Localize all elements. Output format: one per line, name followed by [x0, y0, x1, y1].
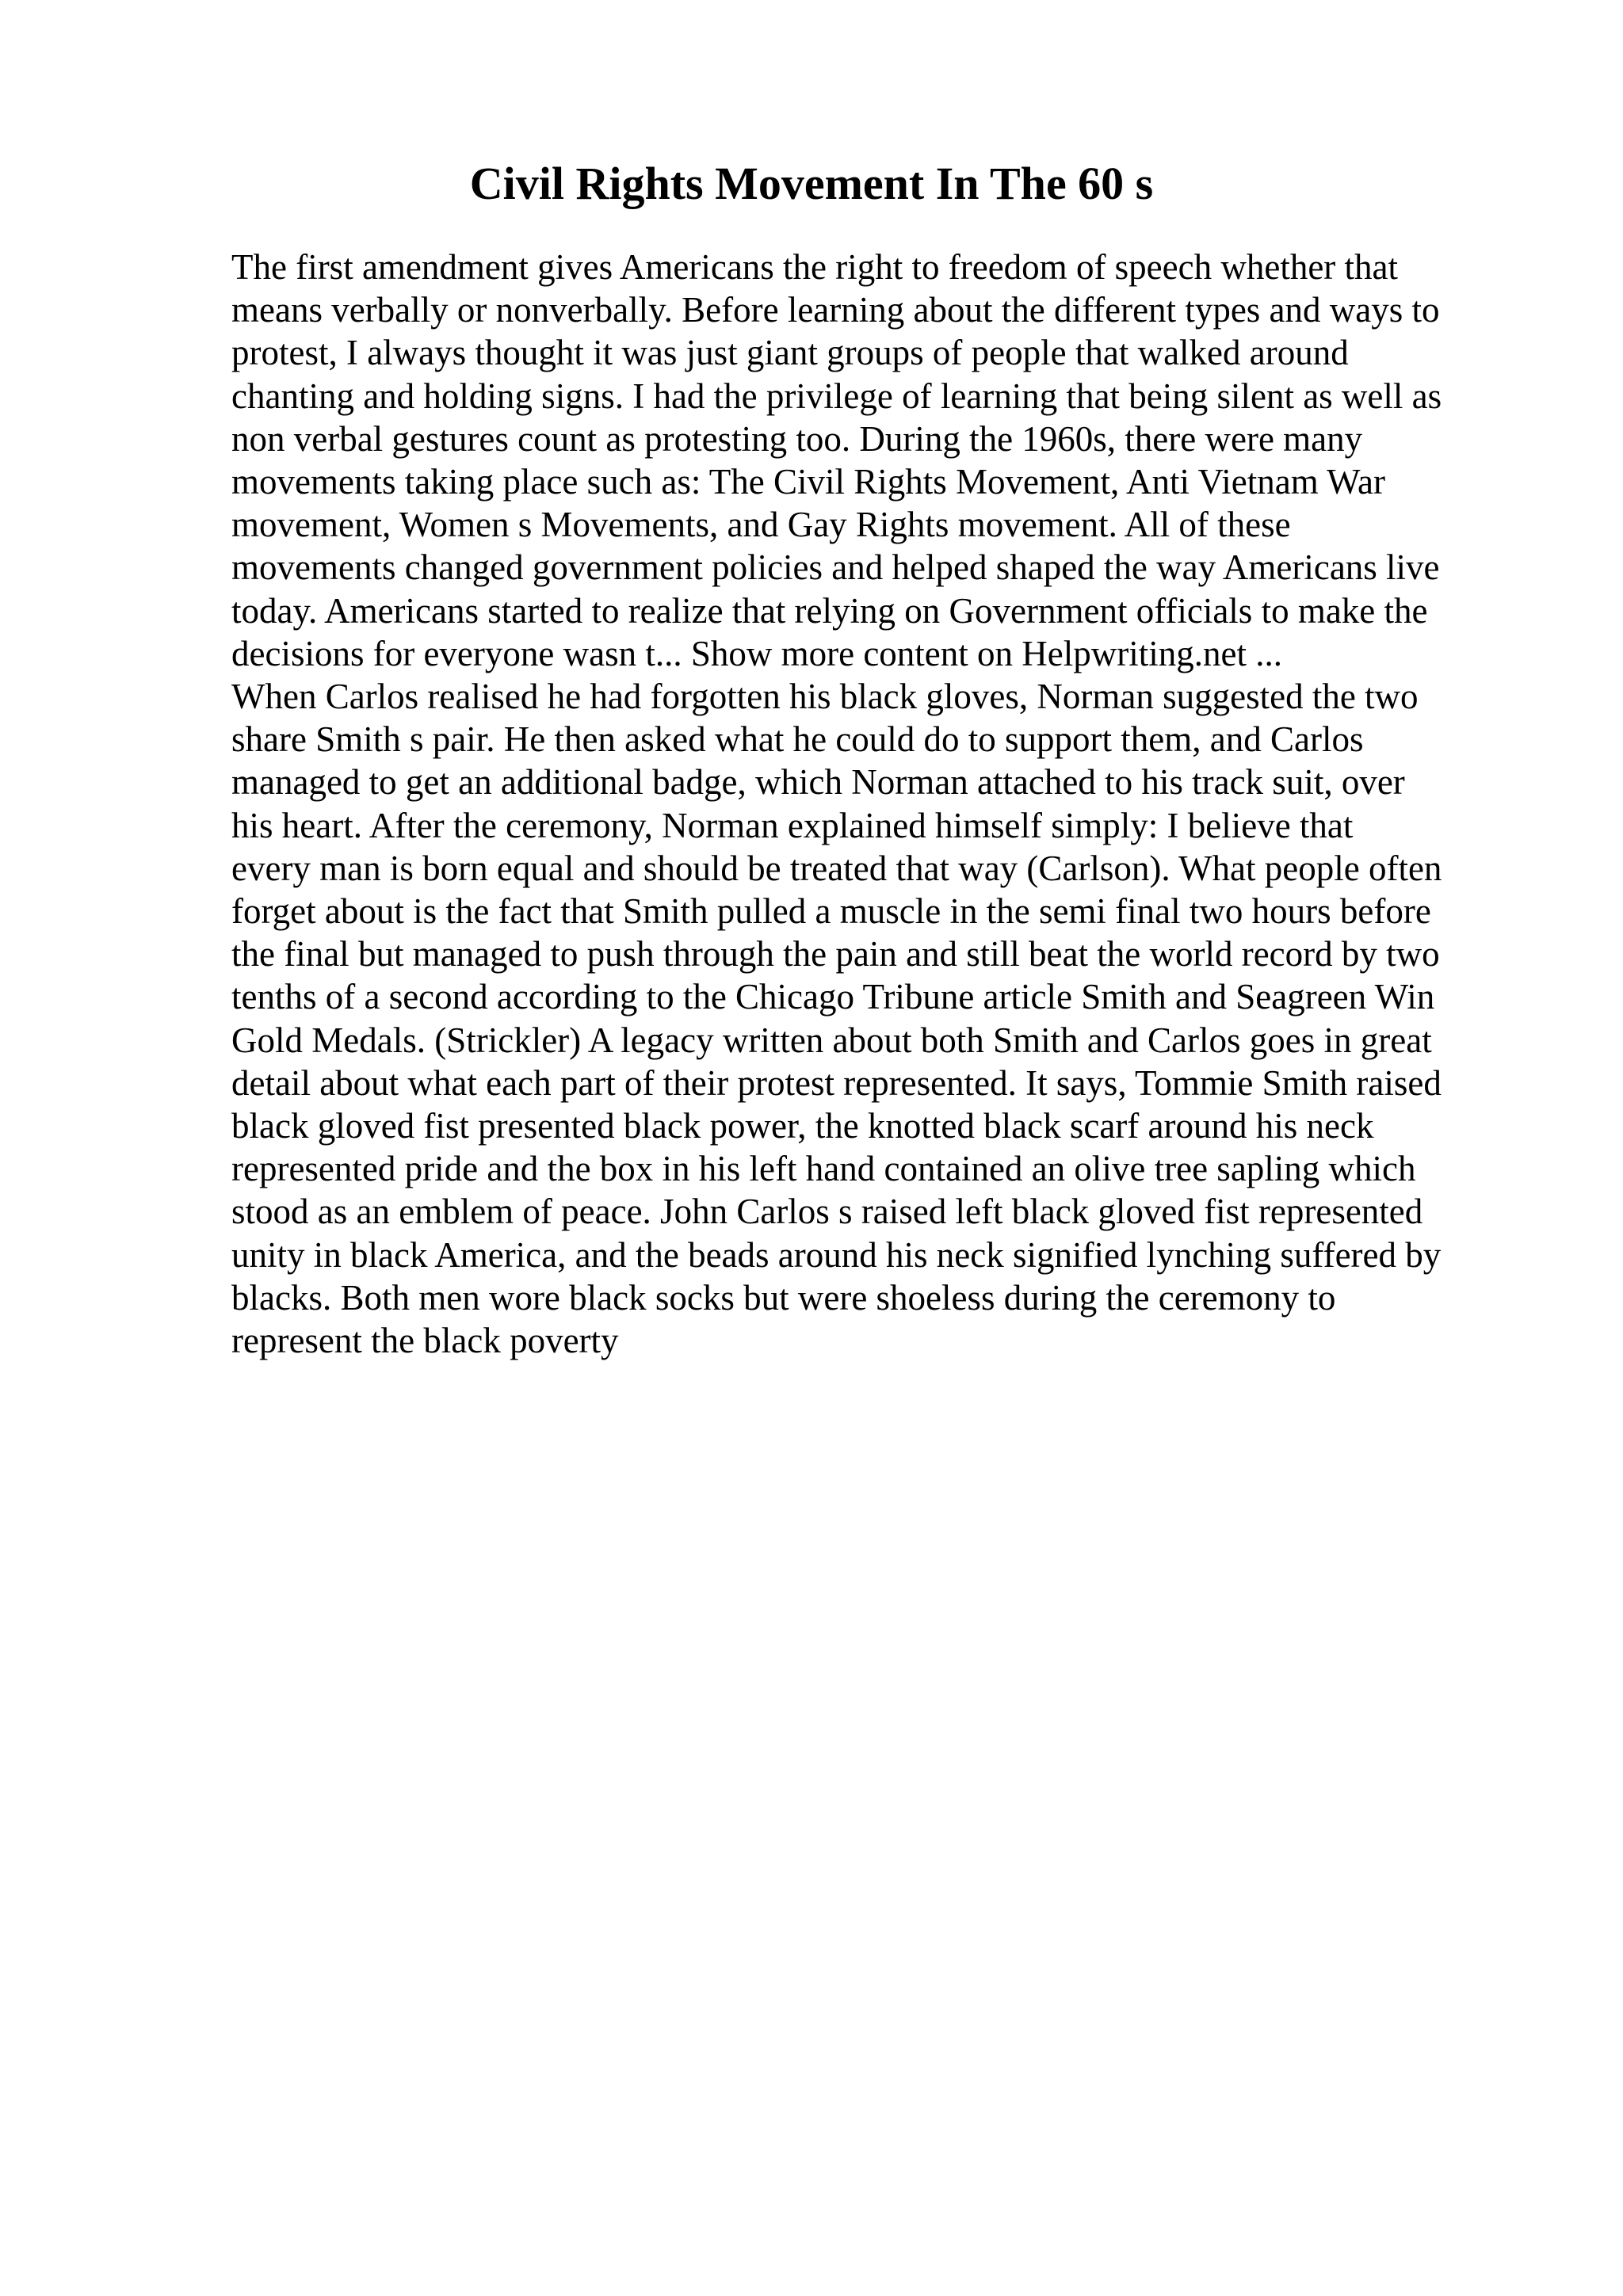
text-line: chanting and holding signs. I had the privilege of learning that being silent as well as	[231, 376, 1442, 416]
text-line: protest, I always thought it was just giant groups of people that walked around	[231, 333, 1349, 373]
text-line: Gold Medals. (Strickler) A legacy written about both Smith and Carlos goes in great	[231, 1020, 1432, 1060]
text-line: unity in black America, and the beads around his neck signified lynching suffered by	[231, 1234, 1442, 1275]
text-line: managed to get an additional badge, which Norman attached to his track suit, over	[231, 762, 1405, 803]
text-line: stood as an emblem of peace. John Carlos s raised left black gloved fist represented	[231, 1192, 1423, 1232]
text-line: movements changed government policies and helped shaped the way Americans live	[231, 547, 1440, 588]
text-line: When Carlos realised he had forgotten his black gloves, Norman suggested the two	[231, 677, 1419, 717]
text-line: blacks. Both men wore black socks but were shoeless during the ceremony to	[231, 1277, 1336, 1318]
text-line: the final but managed to push through the pain and still beat the world record by two	[231, 934, 1440, 974]
text-line: black gloved fist presented black power, the knotted black scarf around his neck	[231, 1106, 1374, 1146]
text-line: forget about is the fact that Smith pulled a muscle in the semi final two hours before	[231, 891, 1431, 932]
page-title: Civil Rights Movement In The 60 s	[469, 158, 1154, 209]
text-line: movement, Women s Movements, and Gay Rights movement. All of these	[231, 505, 1291, 545]
text-line: The first amendment gives Americans the right to freedom of speech whether that	[231, 247, 1399, 287]
text-line: tenths of a second according to the Chicago Tribune article Smith and Seagreen Win	[231, 977, 1435, 1017]
text-line: means verbally or nonverbally. Before learning about the different types and ways to	[231, 290, 1440, 330]
text-line: movements taking place such as: The Civil Rights Movement, Anti Vietnam War	[231, 462, 1385, 502]
text-line: today. Americans started to realize that relying on Government officials to make the	[231, 590, 1428, 631]
text-line: non verbal gestures count as protesting too. During the 1960s, there were many	[231, 418, 1363, 459]
text-line: represent the black poverty	[231, 1321, 619, 1361]
text-line: decisions for everyone wasn t... Show more content on Helpwriting.net ...	[231, 633, 1282, 673]
text-line: detail about what each part of their protest represented. It says, Tommie Smith raised	[231, 1062, 1442, 1103]
text-line: every man is born equal and should be treated that way (Carlson). What people often	[231, 848, 1442, 888]
text-line: his heart. After the ceremony, Norman explained himself simply: I believe that	[231, 805, 1354, 845]
text-line: represented pride and the box in his left hand contained an olive tree sapling which	[231, 1149, 1416, 1189]
text-line: share Smith s pair. He then asked what he could do to support them, and Carlos	[231, 719, 1364, 760]
body-text	[231, 246, 1515, 1362]
